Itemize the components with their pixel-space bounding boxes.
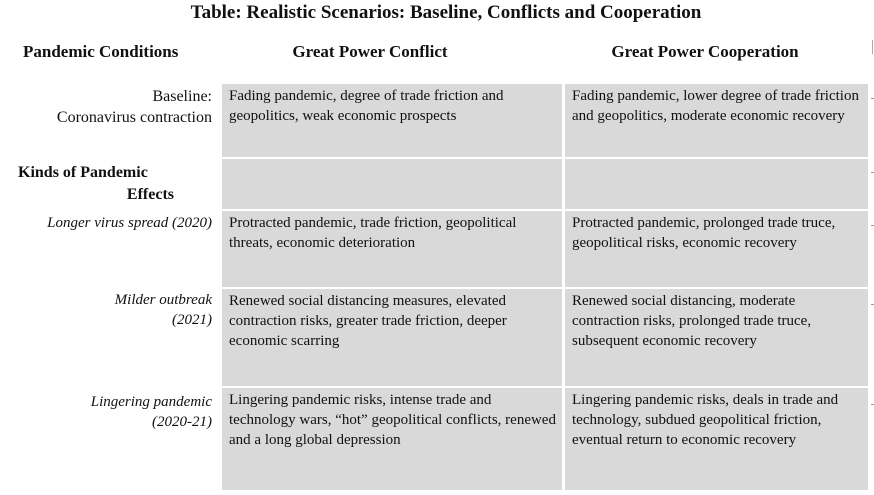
row-label-line: Milder outbreak xyxy=(114,292,212,308)
cell-lingering-conflict: Lingering pandemic risks, intense trade and technology wars, “hot” geopolitical conflicts, renewed and a long global depression xyxy=(222,388,562,490)
row-label-kinds-of-effects xyxy=(10,162,174,206)
row-label-line: Kinds of Pandemic xyxy=(18,164,148,181)
header-great-power-conflict: Great Power Conflict xyxy=(292,42,448,61)
row-label-lingering-pandemic xyxy=(10,392,212,432)
cell-kinds-conflict xyxy=(222,159,562,209)
row-label-line: Baseline: xyxy=(152,88,212,105)
row-label-milder-outbreak xyxy=(10,290,212,330)
row-label-line: Lingering pandemic xyxy=(90,394,212,410)
row-label-line: (2021) xyxy=(172,312,212,328)
header-great-power-cooperation: Great Power Cooperation xyxy=(611,42,799,61)
cell-milder-conflict: Renewed social distancing measures, elevated contraction risks, greater trade friction, deeper economic scarring xyxy=(222,289,562,386)
row-label-line: (2020-21) xyxy=(152,414,212,430)
cell-milder-cooperation: Renewed social distancing, moderate contraction risks, prolonged trade truce, subsequent economic recovery xyxy=(565,289,868,386)
table-title: Table: Realistic Scenarios: Baseline, Conflicts and Cooperation xyxy=(190,2,702,23)
cell-baseline-conflict: Fading pandemic, degree of trade friction and geopolitics, weak economic prospects xyxy=(222,84,562,157)
cell-kinds-cooperation xyxy=(565,159,868,209)
cell-longer-cooperation: Protracted pandemic, prolonged trade truce, geopolitical risks, economic recovery xyxy=(565,211,868,287)
cell-lingering-cooperation: Lingering pandemic risks, deals in trade and technology, subdued geopolitical friction, eventual return to economic recovery xyxy=(565,388,868,490)
cell-longer-conflict: Protracted pandemic, trade friction, geopolitical threats, economic deterioration xyxy=(222,211,562,287)
header-pandemic-conditions: Pandemic Conditions xyxy=(23,42,179,61)
row-label-baseline xyxy=(10,86,212,128)
row-label-longer-virus-spread: Longer virus spread (2020) xyxy=(47,215,212,231)
row-label-line: Coronavirus contraction xyxy=(56,109,212,126)
table-edge-mark xyxy=(872,40,873,54)
cell-baseline-cooperation: Fading pandemic, lower degree of trade friction and geopolitics, moderate economic recovery xyxy=(565,84,868,157)
row-label-line: Effects xyxy=(126,186,174,203)
